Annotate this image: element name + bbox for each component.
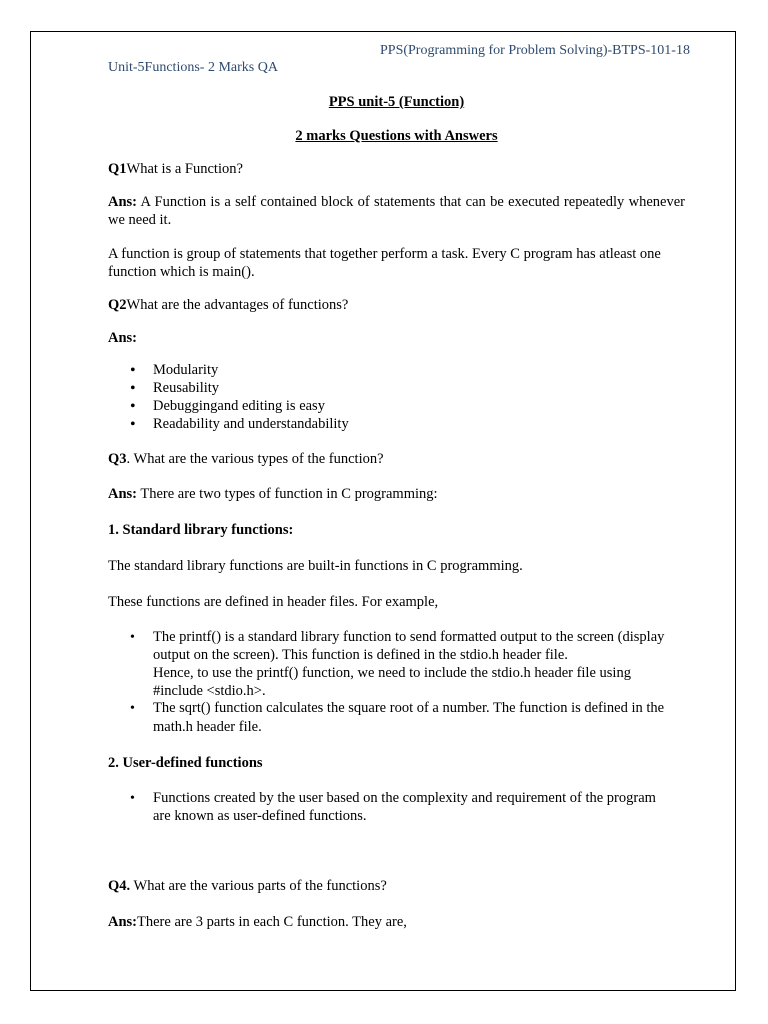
header-right: PPS(Programming for Problem Solving)-BTPS-101-18 bbox=[380, 43, 690, 58]
bullet-dot: • bbox=[130, 380, 136, 397]
q2-label: Q2 bbox=[108, 297, 127, 313]
q2-question bbox=[108, 296, 685, 314]
q3-bullet-3-line-2: are known as user-defined functions. bbox=[153, 808, 367, 824]
q4-label: Q4. bbox=[108, 878, 131, 894]
q3-ans-label: Ans: bbox=[108, 486, 138, 502]
q2-text: What are the advantages of functions? bbox=[126, 297, 349, 313]
q1-answer bbox=[108, 193, 685, 229]
bullet-dot: • bbox=[130, 701, 135, 716]
header-left: Unit-5Functions- 2 Marks QA bbox=[108, 60, 278, 75]
q3-bullet-1-line-3: Hence, to use the printf() function, we need to include the stdio.h header file using bbox=[153, 665, 631, 681]
q2-item-3: Debuggingand editing is easy bbox=[153, 398, 325, 414]
q2-item-2: Reusability bbox=[153, 380, 220, 396]
bullet-dot: • bbox=[130, 416, 136, 433]
q3-bullet-2-line-1: The sqrt() function calculates the square root of a number. The function is defined in the bbox=[153, 700, 665, 716]
q3-bullet-2-line-2: math.h header file. bbox=[153, 719, 262, 735]
q2-item-1: Modularity bbox=[153, 362, 219, 378]
q4-text: What are the various parts of the functions? bbox=[130, 878, 387, 894]
q3-answer bbox=[108, 485, 685, 503]
q3-ans-text: There are two types of function in C programming: bbox=[137, 486, 438, 502]
bullet-dot: • bbox=[130, 791, 135, 806]
page-title: PPS unit-5 (Function) bbox=[328, 94, 465, 110]
q1-ans-text: A Function is a self contained block of statements that can be executed repeatedly whenever we need it. bbox=[108, 194, 685, 228]
page-subtitle: 2 marks Questions with Answers bbox=[295, 128, 498, 144]
q4-ans-text: There are 3 parts in each C function. They are, bbox=[137, 914, 407, 930]
q3-para-1: The standard library functions are built-in functions in C programming. bbox=[108, 558, 523, 574]
q1-question bbox=[108, 160, 685, 178]
q3-bullet-1-line-2: output on the screen). This function is defined in the stdio.h header file. bbox=[153, 647, 568, 663]
q2-item-4: Readability and understandability bbox=[153, 416, 349, 432]
bullet-dot: • bbox=[130, 630, 135, 645]
q3-bullet-1-line-4: #include <stdio.h>. bbox=[153, 683, 266, 699]
q3-para-2: These functions are defined in header files. For example, bbox=[108, 594, 439, 610]
q3-text: . What are the various types of the function? bbox=[126, 451, 384, 467]
q4-ans-label: Ans: bbox=[108, 914, 138, 930]
q3-bullet-3-line-1: Functions created by the user based on the complexity and requirement of the program bbox=[153, 790, 656, 806]
bullet-dot: • bbox=[130, 398, 136, 415]
q1-label: Q1 bbox=[108, 161, 127, 177]
q1-paragraph: A function is group of statements that together perform a task. Every C program has atleast one function which is main(). bbox=[108, 246, 661, 280]
q2-answer-label bbox=[108, 329, 685, 347]
q3-heading-2: 2. User-defined functions bbox=[108, 755, 263, 771]
q4-question bbox=[108, 877, 685, 895]
q3-heading-1: 1. Standard library functions: bbox=[108, 522, 294, 538]
q3-bullet-1-line-1: The printf() is a standard library function to send formatted output to the screen (display bbox=[153, 629, 665, 645]
q3-label: Q3 bbox=[108, 451, 127, 467]
bullet-dot: • bbox=[130, 362, 136, 379]
q1-text: What is a Function? bbox=[126, 161, 243, 177]
q1-ans-label: Ans: bbox=[108, 194, 138, 210]
q4-answer bbox=[108, 913, 685, 931]
q3-question bbox=[108, 450, 685, 468]
q2-ans-label: Ans: bbox=[108, 330, 138, 346]
